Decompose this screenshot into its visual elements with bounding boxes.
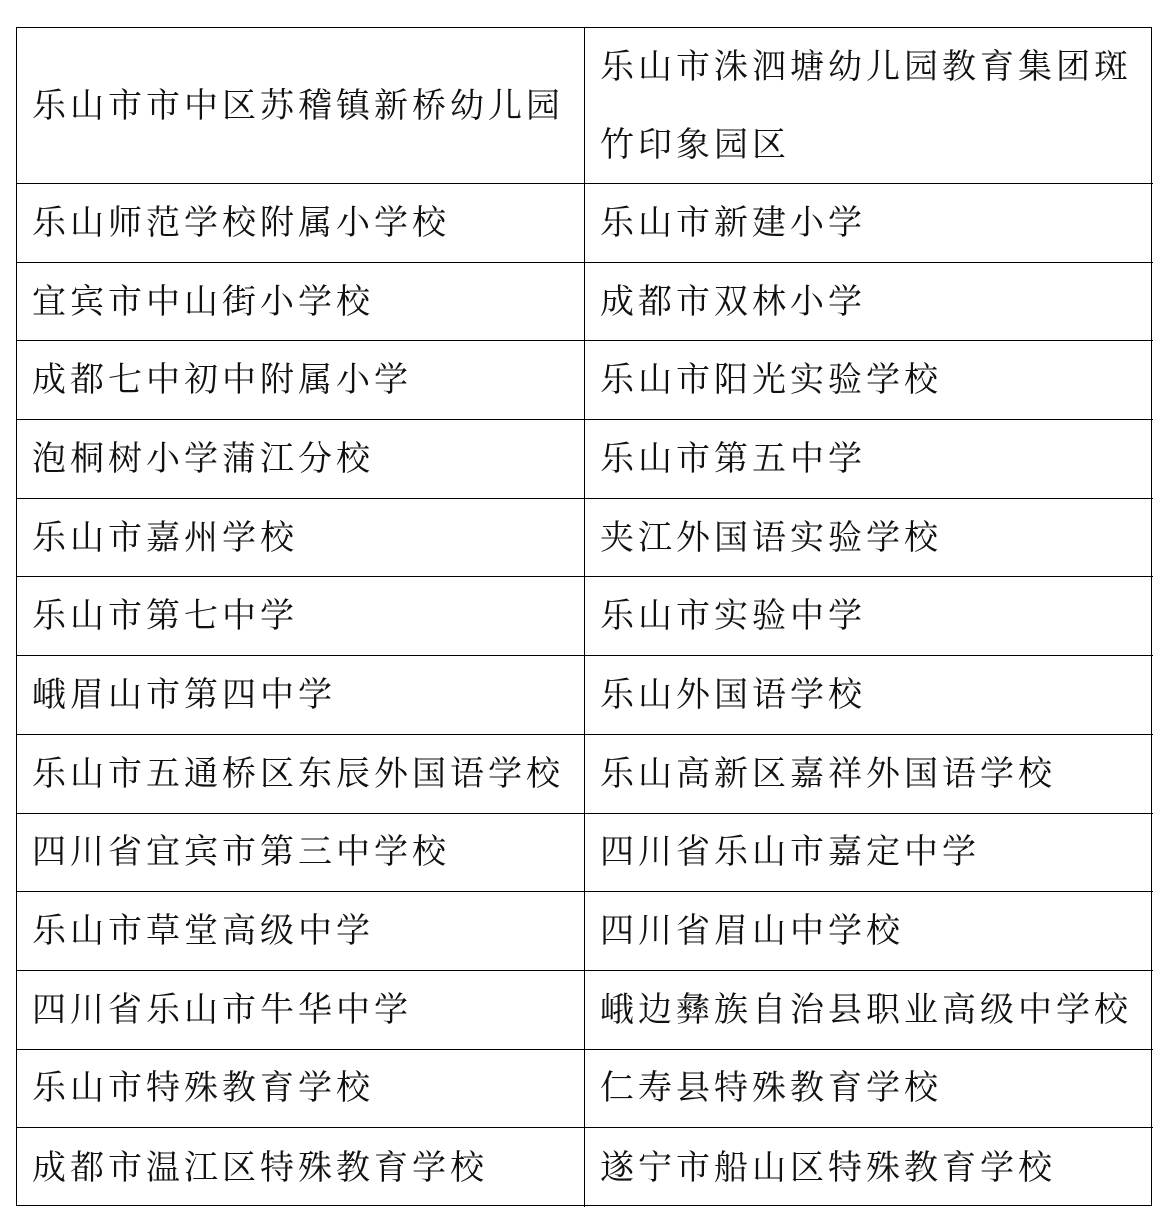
cell-text: 四川省乐山市牛华中学: [32, 989, 412, 1030]
table-cell: [17, 263, 585, 342]
table-cell: [585, 1050, 1153, 1129]
cell-text: 四川省乐山市嘉定中学: [600, 832, 980, 873]
table-cell: [17, 814, 585, 893]
cell-text: 四川省眉山中学校: [600, 911, 904, 952]
table-cell: [585, 892, 1153, 971]
table-cell: [585, 814, 1153, 893]
table-cell: [585, 656, 1153, 735]
cell-text: 乐山市第七中学: [32, 596, 298, 637]
cell-text: 乐山师范学校附属小学校: [32, 202, 450, 243]
cell-text: 仁寿县特殊教育学校: [600, 1068, 942, 1109]
cell-text: 乐山市第五中学: [600, 438, 866, 479]
table-cell: [585, 184, 1153, 263]
table-cell: [585, 420, 1153, 499]
table-cell: [17, 735, 585, 814]
table-cell: [17, 971, 585, 1050]
table-cell: [17, 1050, 585, 1129]
table-cell: [585, 735, 1153, 814]
table-cell: [17, 499, 585, 578]
table-cell: [17, 656, 585, 735]
cell-text: 乐山市草堂高级中学: [32, 911, 374, 952]
cell-text: 乐山市五通桥区东辰外国语学校: [32, 753, 564, 794]
cell-text: 成都七中初中附属小学: [32, 360, 412, 401]
table-cell: [17, 577, 585, 656]
cell-text: 乐山外国语学校: [600, 674, 866, 715]
table-cell: [17, 184, 585, 263]
table-cell: [17, 420, 585, 499]
table-cell: [17, 1128, 585, 1207]
table-cell: [585, 971, 1153, 1050]
cell-text: 乐山市阳光实验学校: [600, 360, 942, 401]
table-cell: [585, 577, 1153, 656]
table-cell: [585, 499, 1153, 578]
cell-text: 夹江外国语实验学校: [600, 517, 942, 558]
cell-text: 乐山市新建小学: [600, 202, 866, 243]
table-cell: [17, 341, 585, 420]
table-cell: [585, 28, 1153, 184]
cell-text: 乐山市嘉州学校: [32, 517, 298, 558]
cell-text: 成都市温江区特殊教育学校: [32, 1147, 488, 1188]
cell-text: 峨边彝族自治县职业高级中学校: [600, 989, 1132, 1030]
table-cell: [585, 263, 1153, 342]
school-list-table: [16, 27, 1152, 1206]
cell-text: 乐山市特殊教育学校: [32, 1068, 374, 1109]
table-cell: [17, 892, 585, 971]
cell-text: 峨眉山市第四中学: [32, 674, 336, 715]
table-cell: [17, 28, 585, 184]
cell-text: 泡桐树小学蒲江分校: [32, 438, 374, 479]
cell-text: 乐山市实验中学: [600, 596, 866, 637]
table-cell: [585, 1128, 1153, 1207]
cell-text: 乐山市市中区苏稽镇新桥幼儿园: [32, 85, 564, 126]
cell-text: 乐山市洙泗塘幼儿园教育集团斑竹印象园区: [600, 47, 1132, 165]
cell-text: 宜宾市中山街小学校: [32, 281, 374, 322]
table-cell: [585, 341, 1153, 420]
cell-text: 遂宁市船山区特殊教育学校: [600, 1147, 1056, 1188]
cell-text: 四川省宜宾市第三中学校: [32, 832, 450, 873]
cell-text: 乐山高新区嘉祥外国语学校: [600, 753, 1056, 794]
cell-text: 成都市双林小学: [600, 281, 866, 322]
